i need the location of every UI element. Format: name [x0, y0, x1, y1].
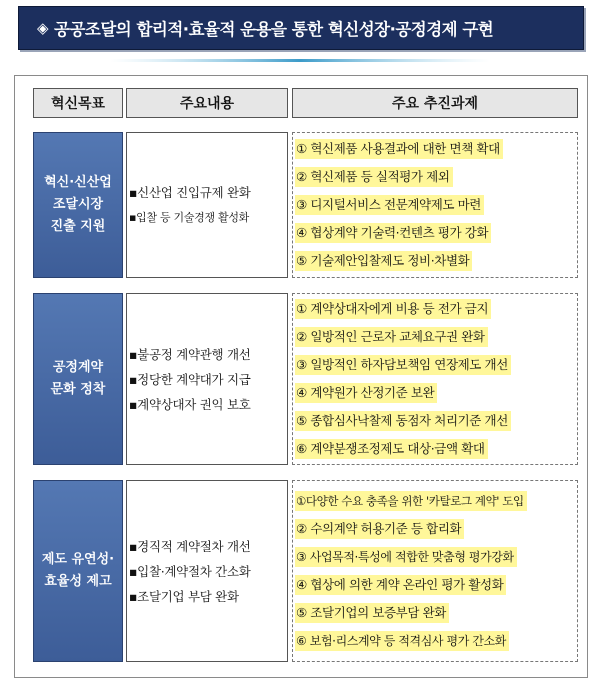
content-item: ▪입찰 등 기술경쟁 활성화 [129, 211, 250, 224]
content-item: ▪조달기업 부담 완화 [129, 588, 239, 604]
task-item: ③ 사업목적·특성에 적합한 맞춤형 평가강화 [295, 546, 577, 569]
header-content: 주요내용 [126, 88, 288, 118]
tasks-cell-innovation [292, 132, 578, 278]
task-item: ⑤ 기술제안입찰제도 정비·차별화 [295, 250, 577, 273]
content-item: ▪정당한 계약대가 지급 [129, 371, 251, 387]
goal-line: 혁신·신산업 [44, 175, 112, 190]
content-item: ▪경직적 계약절차 개선 [129, 538, 251, 554]
title-underline [110, 56, 490, 64]
task-item: ⑤ 종합심사낙찰제 동점자 처리기준 개선 [295, 410, 577, 433]
content-item: ▪입찰·계약절차 간소화 [129, 563, 251, 579]
task-item: ④ 계약원가 산정기준 보완 [295, 382, 577, 405]
goal-line: 제도 유연성· [41, 552, 115, 567]
goal-line: 문화 정착 [50, 382, 106, 397]
task-item: ⑤ 조달기업의 보증부담 완화 [295, 602, 577, 625]
task-item: ② 일방적인 근로자 교체요구권 완화 [295, 326, 577, 349]
content-item: ▪신산업 진입규제 완화 [129, 185, 251, 200]
content-cell-innovation [126, 132, 288, 278]
document-title: 공공조달의 합리적·효율적 운용을 통한 혁신성장·공정경제 구현 [54, 20, 494, 39]
tasks-cell-flexibility [292, 480, 578, 662]
header-goal: 혁신목표 [33, 88, 123, 118]
goal-cell-innovation [33, 132, 123, 278]
goal-cell-fair-contract [33, 293, 123, 465]
goal-line: 진출 지원 [50, 219, 106, 234]
tasks-cell-fair-contract [292, 293, 578, 465]
content-item: ▪계약상대자 권익 보호 [129, 396, 251, 412]
task-item: ③ 디지털서비스 전문계약제도 마련 [295, 194, 577, 217]
task-item: ① 계약상대자에게 비용 등 전가 금지 [295, 298, 577, 321]
task-item: ①다양한 수요 충족을 위한 '카탈로그 계약' 도입 [295, 490, 577, 513]
task-item: ③ 일방적인 하자담보책임 연장제도 개선 [295, 354, 577, 377]
task-item: ⑥ 보험·리스계약 등 적격심사 평가 간소화 [295, 630, 577, 653]
goal-line: 공정계약 [52, 360, 104, 375]
content-item: ▪불공정 계약관행 개선 [129, 346, 251, 362]
header-tasks: 주요 추진과제 [292, 88, 578, 118]
task-item: ② 수의계약 허용기준 등 합리화 [295, 518, 577, 541]
goal-cell-flexibility [33, 480, 123, 662]
content-cell-flexibility [126, 480, 288, 662]
task-item: ④ 협상계약 기술력·컨텐츠 평가 강화 [295, 222, 577, 245]
content-cell-fair-contract [126, 293, 288, 465]
goal-line: 효율성 제고 [44, 574, 112, 589]
goal-line: 조달시장 [52, 197, 104, 212]
task-item: ④ 협상에 의한 계약 온라인 평가 활성화 [295, 574, 577, 597]
task-item: ② 혁신제품 등 실적평가 제외 [295, 166, 577, 189]
title-banner [18, 6, 584, 50]
diamond-bullet-icon: ◈ [37, 19, 49, 37]
task-item: ⑥ 계약분쟁조정제도 대상·금액 확대 [295, 438, 577, 461]
task-item: ① 혁신제품 사용결과에 대한 면책 확대 [295, 138, 577, 161]
